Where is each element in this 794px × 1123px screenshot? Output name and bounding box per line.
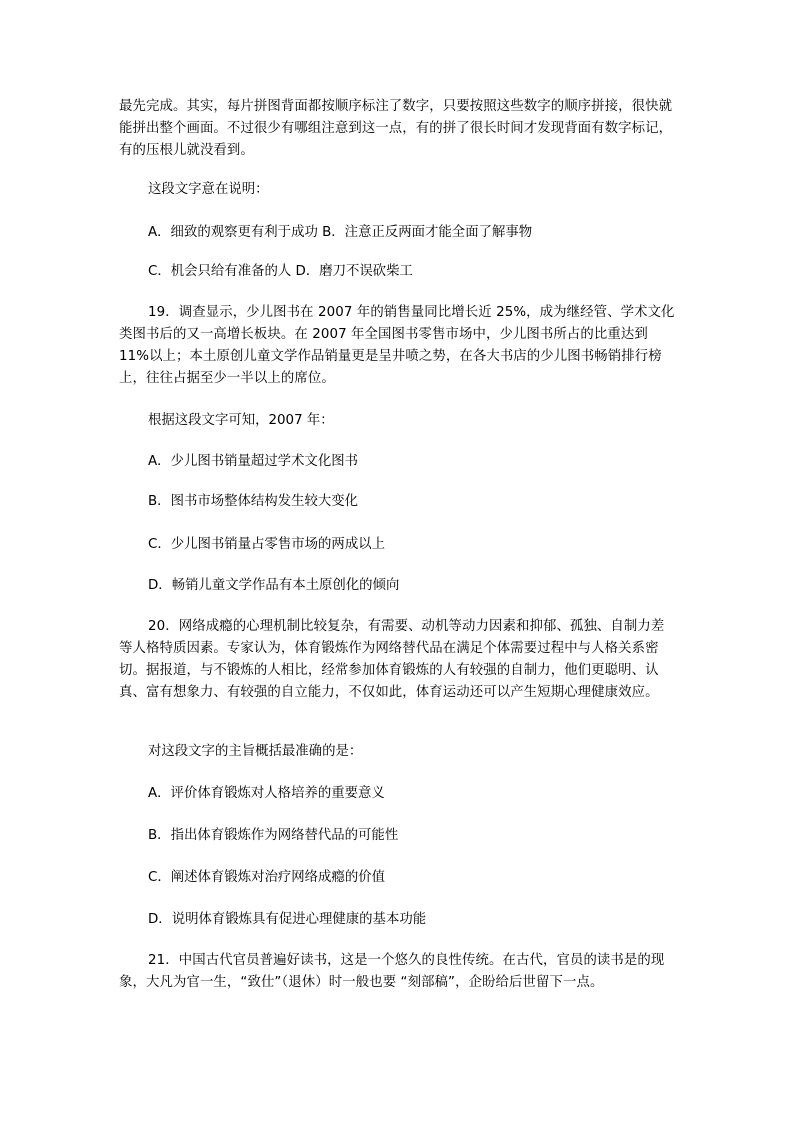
q20-prompt: 对这段文字的主旨概括最准确的是： — [148, 744, 363, 759]
q19-option-b: B．图书市场整体结构发生较大变化 — [148, 494, 359, 509]
q20-option-d: D．说明体育锻炼具有促进心理健康的基本功能 — [148, 912, 427, 927]
q19-prompt: 根据这段文字可知，2007 年： — [148, 413, 334, 428]
q20-passage: 20．网络成瘾的心理机制比较复杂，有需要、动机等动力因素和抑郁、孤独、自制力差等人格特质因素。专家认为，体育锻炼作为网络替代品在满足个体需要过程中与人格关系密切。据报道，与不锻炼的人相比，经常参加体育锻炼的人有较强的自制力，他们更聪明、认真、富有想象力、有较强的自立能力，不仅如此，体育运动还可以产生短期心理健康效应。 — [119, 619, 665, 700]
intro-paragraph: 最先完成。其实，每片拼图背面都按顺序标注了数字，只要按照这些数字的顺序拼接，很快就能拼出整个画面。不过很少有哪组注意到这一点，有的拼了很长时间才发现背面有数字标记，有的压根儿就没看到。 — [119, 99, 673, 158]
q20-option-c: C．阐述体育锻炼对治疗网络成瘾的价值 — [148, 870, 385, 885]
q19-option-d: D．畅销儿童文学作品有本土原创化的倾向 — [148, 578, 400, 593]
q20-option-a: A．评价体育锻炼对人格培养的重要意义 — [148, 786, 385, 801]
q19-option-c: C．少儿图书销量占零售市场的两成以上 — [148, 537, 385, 552]
q19-option-a: A．少儿图书销量超过学术文化图书 — [148, 454, 359, 469]
q21-passage: 21．中国古代官员普遍好读书，这是一个悠久的良性传统。在古代，官员的读书是的现象，大凡为官一生，“致仕”（退休）时一般也要 “刻部稿”，企盼给后世留下一点。 — [119, 953, 665, 990]
q20-option-b: B．指出体育锻炼作为网络替代品的可能性 — [148, 828, 399, 843]
q19-passage: 19．调查显示，少儿图书在 2007 年的销售量同比增长近 25%，成为继经管、学术文化类图书后的又一高增长板块。在 2007 年全国图书零售市场中，少儿图书所占的比重达到 11%以上；本土原创儿童文学作品销量更是呈井喷之势，在各大书店的少儿图书畅销排行榜上，往往占据至少一半以上的席位。 — [119, 305, 675, 386]
q18-options-cd: C．机会只给有准备的人 D．磨刀不误砍柴工 — [148, 264, 413, 279]
q18-options-ab: A．细致的观察更有利于成功 B．注意正反两面才能全面了解事物 — [148, 225, 533, 240]
q18-prompt: 这段文字意在说明： — [148, 182, 269, 197]
